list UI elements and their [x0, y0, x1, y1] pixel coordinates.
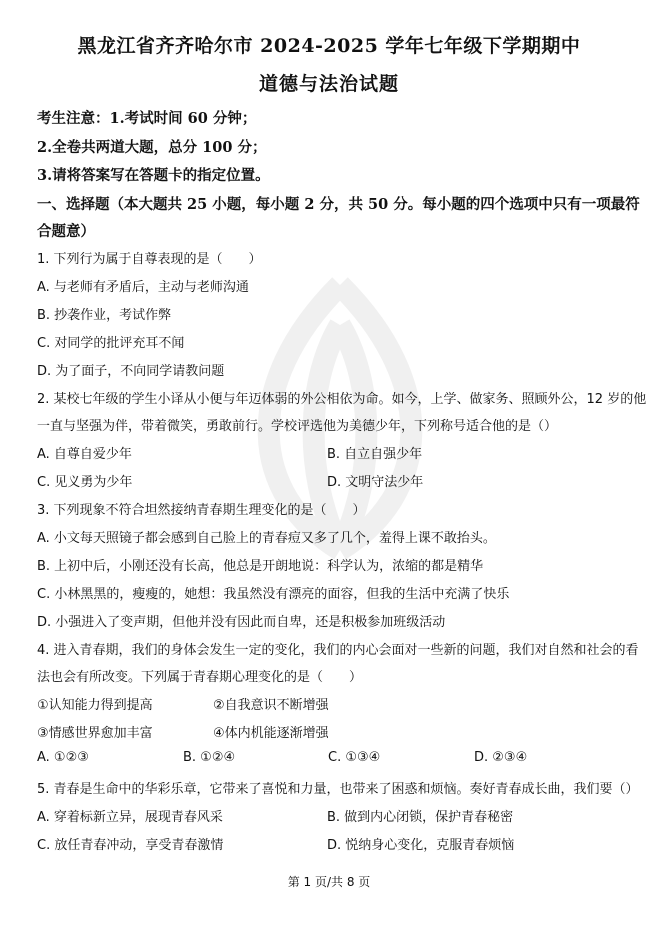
section-1-heading: 一、选择题（本大题共 25 小题，每小题 2 分，共 50 分。每小题的四个选项中只有一项最符	[37, 196, 640, 213]
q4-stem-line-1: 4. 进入青春期，我们的身体会发生一定的变化，我们的内心会面对一些新的问题，我们对自然和社会的看	[37, 643, 639, 658]
q5-options-row-1	[37, 806, 617, 825]
q1-option-c: C. 对同学的批评充耳不闻	[37, 336, 185, 351]
q2-option-d: D. 文明守法少年	[327, 475, 424, 490]
q1-option-d: D. 为了面子，不向同学请教问题	[37, 364, 225, 379]
note-line-1: 考生注意：1.考试时间 60 分钟；	[37, 110, 257, 127]
q1-stem: 1. 下列行为属于自尊表现的是（ ）	[37, 252, 262, 267]
q2-stem-line-1: 2. 某校七年级的学生小译从小便与年迈体弱的外公相依为命。如今，上学、做家务、照顾外公，12 岁的他	[37, 392, 647, 407]
title-line-2: 道德与法治试题	[258, 73, 399, 95]
q3-option-d: D. 小强进入了变声期，但他并没有因此而自卑，还是积极参加班级活动	[37, 615, 446, 630]
title-line-1: 黑龙江省齐齐哈尔市 2024-2025 学年七年级下学期期中	[77, 35, 581, 57]
q4-option-d: D. ②③④	[474, 750, 528, 765]
q4-item-1: ①认知能力得到提高	[37, 698, 153, 713]
q5-option-a: A. 穿着标新立异，展现青春风采	[37, 810, 223, 825]
q2-option-a: A. 自尊自爱少年	[37, 447, 132, 462]
page-footer: 第 1 页/共 8 页	[287, 875, 371, 889]
q4-item-2: ②自我意识不断增强	[213, 698, 329, 713]
q5-options-row-2	[37, 834, 617, 853]
q4-options-row	[37, 750, 617, 765]
q4-stem-line-2: 法也会有所改变。下列属于青春期心理变化的是（ ）	[37, 670, 363, 685]
q5-stem: 5. 青春是生命中的华彩乐章，它带来了喜悦和力量，也带来了困惑和烦恼。奏好青春成长曲，我们要（）	[37, 782, 639, 797]
q1-option-a: A. 与老师有矛盾后，主动与老师沟通	[37, 280, 249, 295]
q3-option-b: B. 上初中后，小刚还没有长高，他总是开朗地说：科学认为，浓缩的都是精华	[37, 559, 484, 574]
section-1-heading-cont: 合题意）	[37, 223, 95, 240]
q3-option-a: A. 小文每天照镜子都会感到自己脸上的青春痘又多了几个，羞得上课不敢抬头。	[37, 531, 496, 546]
q4-items-row-1	[37, 694, 617, 713]
q2-options-row-2	[37, 471, 617, 490]
note-line-3: 3.请将答案写在答题卡的指定位置。	[37, 167, 270, 184]
q5-option-c: C. 放任青春冲动，享受青春激情	[37, 838, 224, 853]
q2-option-b: B. 自立自强少年	[327, 447, 423, 462]
q2-option-c: C. 见义勇为少年	[37, 475, 133, 490]
note-line-2: 2.全卷共两道大题，总分 100 分；	[37, 139, 267, 156]
q4-items-row-2	[37, 722, 617, 741]
q3-option-c: C. 小林黑黑的，瘦瘦的，她想：我虽然没有漂亮的面容，但我的生活中充满了快乐	[37, 587, 510, 602]
q2-stem-line-2: 一直与坚强为伴，带着微笑，勇敢前行。学校评选他为美德少年，下列称号适合他的是（）	[37, 419, 558, 434]
q4-option-c: C. ①③④	[328, 750, 381, 765]
q4-option-a: A. ①②③	[37, 750, 89, 765]
q2-options-row-1	[37, 443, 617, 462]
q5-option-b: B. 做到内心闭锁，保护青春秘密	[327, 810, 514, 825]
q5-option-d: D. 悦纳身心变化，克服青春烦恼	[327, 838, 515, 853]
q4-item-3: ③情感世界愈加丰富	[37, 726, 153, 741]
q4-item-4: ④体内机能逐渐增强	[213, 726, 329, 741]
q3-stem: 3. 下列现象不符合坦然接纳青春期生理变化的是（ ）	[37, 503, 366, 518]
q4-option-b: B. ①②④	[183, 750, 236, 765]
q1-option-b: B. 抄袭作业，考试作弊	[37, 308, 172, 323]
